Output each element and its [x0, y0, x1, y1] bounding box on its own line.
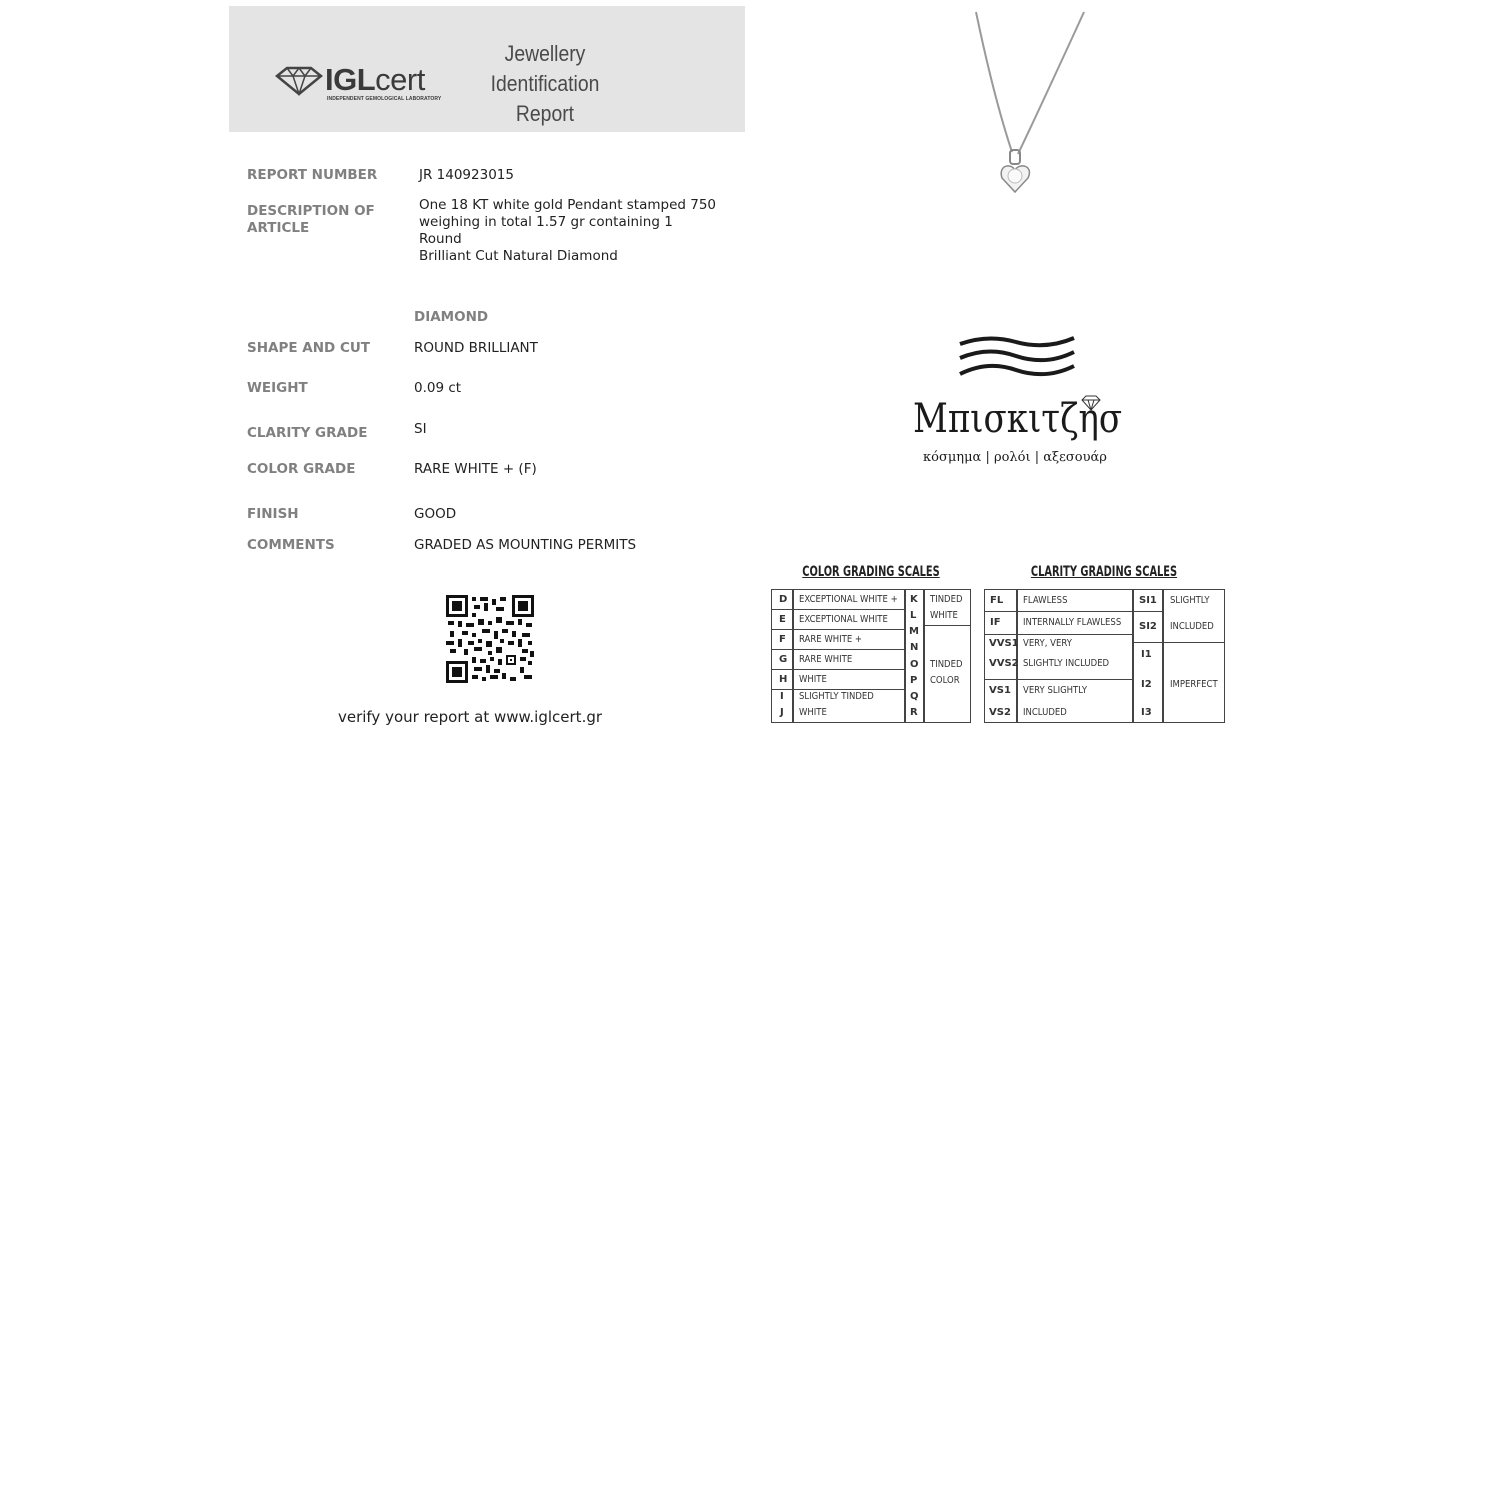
report-header [229, 6, 745, 132]
clarity-code: IF [990, 617, 1001, 628]
color-code: I [780, 691, 784, 702]
field-value: SI [414, 421, 427, 437]
logo-subtitle: INDEPENDENT GEMOLOGICAL LABORATORY [327, 96, 442, 102]
clarity-code: I3 [1141, 707, 1152, 718]
brand-waves-logo [958, 334, 1078, 382]
clarity-code: VS2 [989, 707, 1011, 718]
tinded-white-label: TINDED [930, 594, 963, 605]
clarity-code: FL [990, 595, 1004, 606]
color-desc: RARE WHITE + [799, 634, 863, 645]
field-label: WEIGHT [247, 380, 308, 396]
report-number-label: REPORT NUMBER [247, 167, 378, 183]
tinded-color-label: COLOR [930, 675, 960, 686]
clarity-code: VVS2 [989, 658, 1019, 669]
color-scale-table [771, 589, 971, 723]
description-line: weighing in total 1.57 gr containing 1 Round [419, 214, 673, 247]
field-value: 0.09 ct [414, 380, 462, 396]
clarity-scale-table [984, 589, 1225, 723]
field-value: RARE WHITE + (F) [414, 461, 537, 477]
title-line: Jewellery [504, 41, 586, 66]
title-line: Report [515, 101, 575, 126]
color-code: K [910, 594, 918, 605]
clarity-code: SI1 [1139, 595, 1157, 606]
color-code: L [910, 610, 917, 621]
report-title [479, 39, 611, 129]
color-code: E [779, 614, 786, 625]
diamond-logo-icon [275, 66, 323, 96]
clarity-scale-title: CLARITY GRADING SCALES [1030, 564, 1178, 580]
brand-name: Μπισκιτζησ [913, 396, 1123, 442]
field-value: ROUND BRILLIANT [414, 340, 538, 356]
color-code: N [910, 642, 919, 653]
color-desc: WHITE [799, 674, 827, 685]
clarity-code: VVS1 [989, 638, 1019, 649]
description-line: One 18 KT white gold Pendant stamped 750 [419, 197, 717, 213]
color-desc: SLIGHTLY TINDED [799, 691, 874, 702]
report-number-value: JR 140923015 [419, 167, 514, 183]
clarity-code: VS1 [989, 685, 1011, 696]
color-desc: EXCEPTIONAL WHITE + [799, 594, 898, 605]
color-code: G [779, 654, 788, 665]
color-code: M [909, 626, 919, 637]
tinded-white-label: WHITE [930, 610, 958, 621]
clarity-desc: FLAWLESS [1023, 595, 1068, 606]
description-label: DESCRIPTION OF [247, 203, 375, 219]
color-desc: EXCEPTIONAL WHITE [799, 614, 888, 625]
slightly-included-label: SLIGHTLY [1170, 595, 1210, 606]
description-label-2: ARTICLE [247, 220, 310, 236]
pendant-image [960, 8, 1100, 198]
color-code: Q [910, 691, 919, 702]
clarity-code: I1 [1141, 649, 1152, 660]
clarity-desc: VERY SLIGHTLY [1023, 685, 1088, 696]
field-value: GRADED AS MOUNTING PERMITS [414, 537, 637, 553]
description-line: Brilliant Cut Natural Diamond [419, 248, 618, 264]
description-value [419, 197, 719, 265]
field-label: SHAPE AND CUT [247, 340, 371, 356]
slightly-included-label: INCLUDED [1170, 621, 1214, 632]
clarity-desc: SLIGHTLY INCLUDED [1023, 658, 1110, 669]
clarity-code: SI2 [1139, 621, 1157, 632]
field-value: GOOD [414, 506, 457, 522]
color-code: F [779, 634, 786, 645]
qr-code-icon[interactable] [446, 595, 534, 683]
color-desc: RARE WHITE [799, 654, 853, 665]
field-label: CLARITY GRADE [247, 425, 368, 441]
imperfect-label: IMPERFECT [1170, 679, 1218, 690]
title-line: Identification [490, 71, 600, 96]
clarity-desc: VERY, VERY [1023, 638, 1072, 649]
field-label: FINISH [247, 506, 299, 522]
field-label: COLOR GRADE [247, 461, 356, 477]
color-code: P [910, 675, 918, 686]
color-code: D [779, 594, 788, 605]
clarity-desc: INCLUDED [1023, 707, 1067, 718]
brand-tagline: κόσμημα | ρολόι | αξεσουάρ [923, 450, 1107, 465]
color-code: J [780, 707, 784, 718]
field-label: COMMENTS [247, 537, 335, 553]
tinded-color-label: TINDED [930, 659, 963, 670]
logo-wordmark: IGLcert [325, 62, 425, 97]
color-desc: WHITE [799, 707, 827, 718]
clarity-code: I2 [1141, 679, 1152, 690]
color-code: O [910, 659, 919, 670]
verify-report-link[interactable]: verify your report at www.iglcert.gr [337, 708, 603, 726]
color-code: H [779, 674, 788, 685]
color-scale-title: COLOR GRADING SCALES [802, 564, 940, 580]
diamond-section-heading: DIAMOND [414, 309, 489, 325]
clarity-desc: INTERNALLY FLAWLESS [1023, 617, 1122, 628]
iglcert-logo [275, 58, 455, 108]
color-code: R [910, 707, 918, 718]
